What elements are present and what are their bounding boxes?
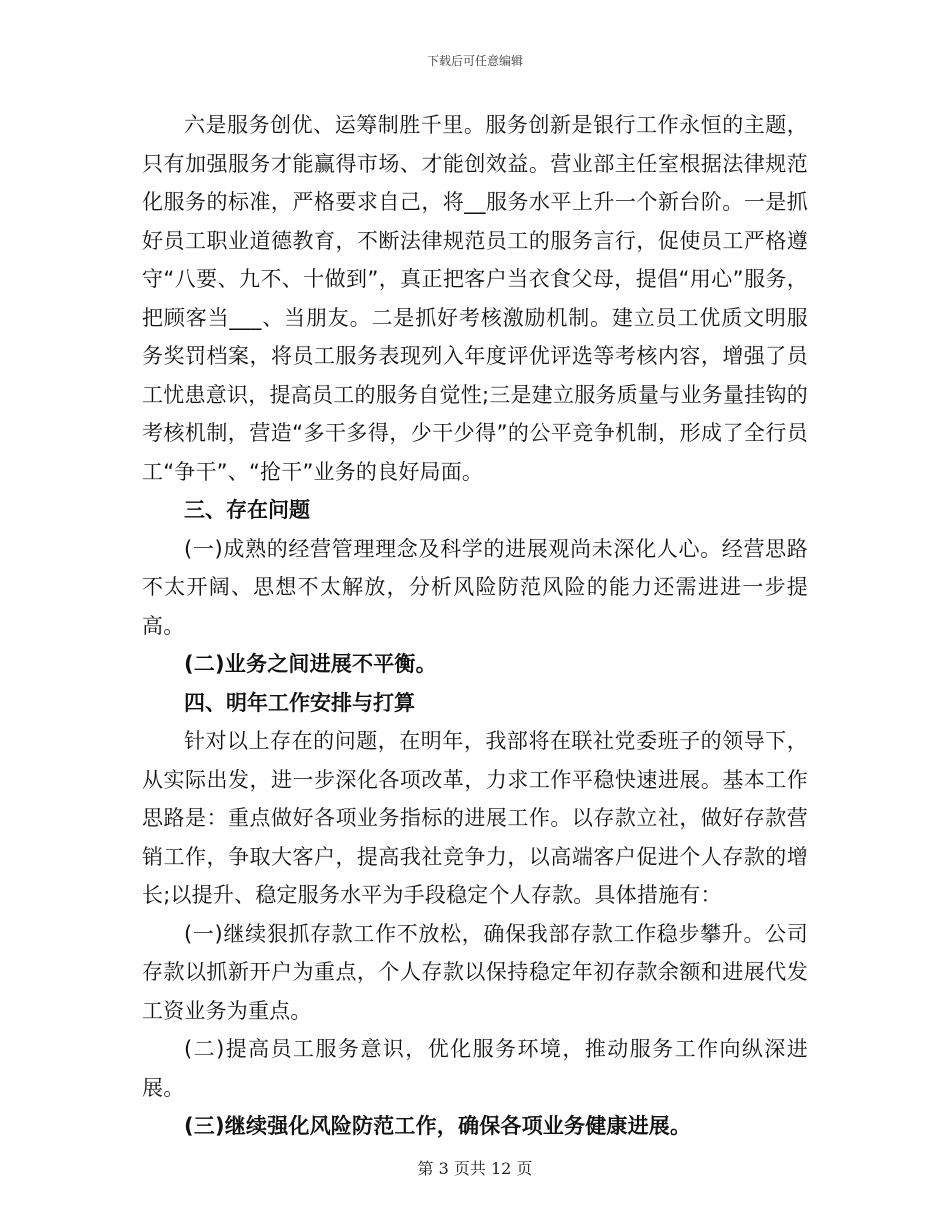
paragraph-problem-1: (一)成熟的经营管理理念及科学的进展观尚未深化人心。经营思路不太开阔、思想不太解放，分析风险防范风险的能力还需进进一步提高。 bbox=[142, 536, 808, 638]
paragraph-measure-1: (一)继续狠抓存款工作不放松，确保我部存款工作稳步攀升。公司存款以抓新开户为重点，个人存款以保持稳定年初存款余额和进展代发工资业务为重点。 bbox=[142, 921, 808, 1023]
document-body bbox=[142, 106, 808, 1146]
paragraph-service-innovation: 六是服务创优、运筹制胜千里。服务创新是银行工作永恒的主题，只有加强服务才能赢得市场、才能创效益。营业部主任室根据法律规范化服务的标准，严格要求自己，将__服务水平上升一个新台阶。一是抓好员工职业道德教育，不断法律规范员工的服务言行，促使员工严格遵守“八要、九不、十做到”，真正把客户当衣食父母，提倡“用心”服务，把顾客当___、当朋友。二是抓好考核激励机制。建立员工优质文明服务奖罚档案，将员工服务表现列入年度评优评选等考核内容，增强了员工忧患意识，提高员工的服务自觉性;三是建立服务质量与业务量挂钩的考核机制，营造“多干多得，少干少得”的公平竞争机制，形成了全行员工“争干”、“抢干”业务的良好局面。 bbox=[142, 113, 808, 484]
section-heading-problems: 三、存在问题 bbox=[184, 498, 310, 522]
section-heading-next-year-plan: 四、明年工作安排与打算 bbox=[184, 690, 415, 715]
paragraph-measure-3: (三)继续强化风险防范工作，确保各项业务健康进展。 bbox=[184, 1114, 692, 1138]
page-header: 下载后可任意编辑 bbox=[426, 54, 523, 68]
paragraph-problem-2: (二)业务之间进展不平衡。 bbox=[184, 652, 437, 676]
paragraph-measure-2: (二)提高员工服务意识，优化服务环境，推动服务工作向纵深进展。 bbox=[142, 1037, 808, 1100]
paragraph-plan-intro: 针对以上存在的问题，在明年，我部将在联社党委班子的领导下，从实际出发，进一步深化各项改革，力求工作平稳快速进展。基本工作思路是：重点做好各项业务指标的进展工作。以存款立社，做好存款营销工作，争取大客户，提高我社竞争力，以高端客户促进个人存款的增长;以提升、稳定服务水平为手段稳定个人存款。具体措施有： bbox=[142, 729, 808, 907]
page-number: 第 3 页共 12 页 bbox=[417, 1159, 533, 1178]
